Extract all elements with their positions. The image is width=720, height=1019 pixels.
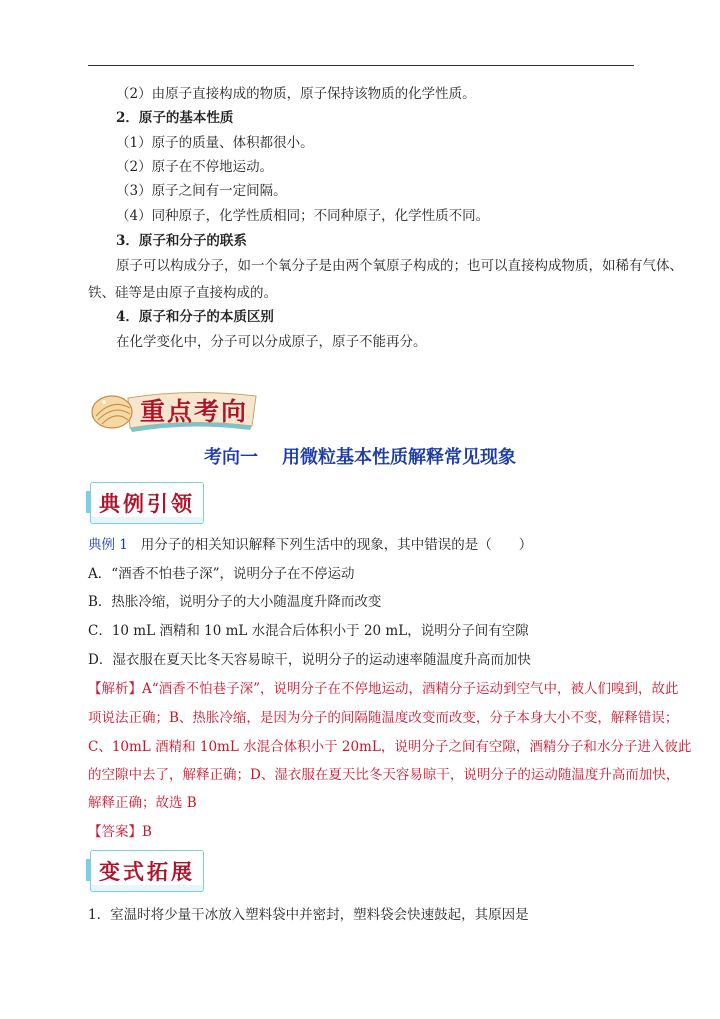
shell-icon — [92, 396, 132, 428]
answer-line: 【答案】B — [88, 824, 152, 840]
text-line: 在化学变化中，分子可以分成原子，原子不能再分。 — [116, 334, 427, 350]
section-heading: 2．原子的基本性质 — [116, 110, 234, 126]
option-d: D．湿衣服在夏天比冬天容易晾干，说明分子的运动速率随温度升高而加快 — [88, 652, 531, 668]
option-b: B．热胀冷缩，说明分子的大小随温度升降而改变 — [88, 594, 382, 610]
variant-tag — [90, 850, 204, 892]
text-line: （1）原子的质量、体积都很小。 — [116, 135, 314, 151]
text-line: 原子可以构成分子，如一个氧分子是由两个氧原子构成的；也可以直接构成物质，如稀有气体、 — [116, 258, 683, 274]
analysis-line: 的空隙中去了，解释正确；D、湿衣服在夏天比冬天容易晾干，说明分子的运动随温度升高而加快， — [88, 767, 680, 783]
example-tag — [90, 482, 204, 524]
analysis-line: C、10mL 酒精和 10mL 水混合体积小于 20mL，说明分子之间有空隙，酒精分子和水分子进入彼此 — [88, 739, 692, 755]
banner-title: 重点考向 — [140, 397, 249, 426]
example-tag-label: 典例引领 — [99, 491, 195, 516]
question-text: 用分子的相关知识解释下列生活中的现象，其中错误的是（ ） — [140, 537, 533, 553]
analysis-line: 解释正确；故选 B — [88, 795, 197, 811]
option-c: C．10 mL 酒精和 10 mL 水混合后体积小于 20 mL，说明分子间有空隙 — [88, 623, 529, 639]
option-a: A．“酒香不怕巷子深”，说明分子在不停运动 — [88, 566, 355, 582]
variant-question: 1．室温时将少量干冰放入塑料袋中并密封，塑料袋会快速鼓起，其原因是 — [88, 907, 529, 923]
topic-heading — [0, 443, 720, 469]
analysis-line: 【解析】A“酒香不怕巷子深”，说明分子在不停地运动，酒精分子运动到空气中，被人们嗅到，故此 — [88, 681, 679, 697]
topic-title: 用微粒基本性质解释常见现象 — [282, 447, 516, 468]
header-rule — [88, 65, 634, 66]
text-line: （3）原子之间有一定间隔。 — [116, 183, 287, 199]
example-question — [88, 535, 634, 555]
text-line: （4）同种原子，化学性质相同；不同种原子，化学性质不同。 — [116, 208, 490, 224]
text-line: （2）由原子直接构成的物质，原子保持该物质的化学性质。 — [116, 86, 476, 102]
example-label: 典例 1 — [88, 537, 128, 553]
analysis-line: 项说法正确；B、热胀冷缩，是因为分子的间隔随温度改变而改变，分子本身大小不变，解释错误； — [88, 710, 679, 726]
section-heading: 3．原子和分子的联系 — [116, 233, 247, 249]
text-line: （2）原子在不停地运动。 — [116, 159, 274, 175]
section-heading: 4．原子和分子的本质区别 — [116, 309, 274, 325]
topic-number: 考向一 — [204, 447, 258, 468]
variant-tag-label: 变式拓展 — [99, 859, 195, 884]
text-line: 铁、硅等是由原子直接构成的。 — [88, 285, 277, 301]
